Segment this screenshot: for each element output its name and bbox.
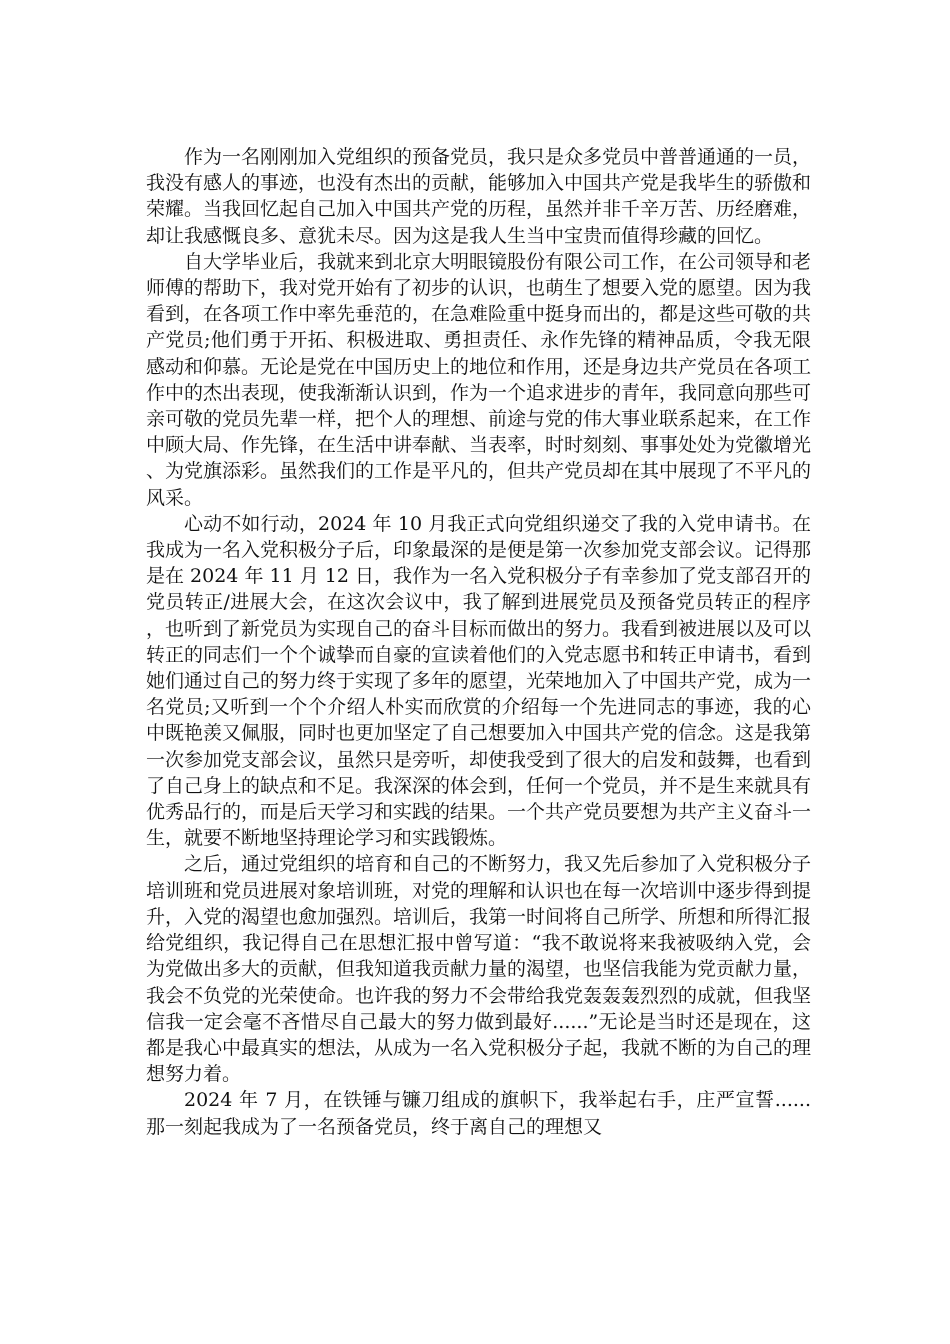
paragraph-after-graduation: 自大学毕业后，我就来到北京大明眼镜股份有限公司工作，在公司领导和老师傅的帮助下，我对党开始有了初步的认识，也萌生了想要入党的愿望。因为我看到，在各项工作中率先垂范的，在急难险重中挺身而出的，都是这些可敬的共产党员;他们勇于开拓、积极进取、勇担责任、永作先锋的精神品质，令我无限感动和仰慕。无论是党在中国历史上的地位和作用，还是身边共产党员在各项工作中的杰出表现，使我渐渐认识到，作为一个追求进步的青年，我同意向那些可亲可敬的党员先辈一样，把个人的理想、前途与党的伟大事业联系起来，在工作中顾大局、作先锋，在生活中讲奉献、当表率，时时刻刻、事事处处为党徽增光、为党旗添彩。虽然我们的工作是平凡的，但共产党员却在其中展现了不平凡的风采。 xyxy=(146,250,812,509)
document-body xyxy=(146,144,811,1140)
paragraph-intro: 作为一名刚刚加入党组织的预备党员，我只是众多党员中普普通通的一员，我没有感人的事迹，也没有杰出的贡献，能够加入中国共产党是我毕生的骄傲和荣耀。当我回忆起自己加入中国共产党的历程，虽然并非千辛万苦、历经磨难，却让我感慨良多、意犹未尽。因为这是我人生当中宝贵而值得珍藏的回忆。 xyxy=(146,146,812,247)
paragraph-application: 心动不如行动，2024 年 10 月我正式向党组织递交了我的入党申请书。在我成为一名入党积极分子后，印象最深的是便是第一次参加党支部会议。记得那是在 2024 年 11 月 12 日，我作为一名入党积极分子有幸参加了党支部召开的党员转正/进展大会，在这次会议中，我了解到进展党员及预备党员转正的程序，也听到了新党员为实现自己的奋斗目标而做出的努力。我看到被进展以及可以转正的同志们一个个诚挚而自豪的宣读着他们的入党志愿书和转正申请书，看到她们通过自己的努力终于实现了多年的愿望，光荣地加入了中国共产党，成为一名党员;又听到一个个介绍人朴实而欣赏的介绍每一个先进同志的事迹，我的心中既艳羡又佩服，同时也更加坚定了自己想要加入中国共产党的信念。这是我第一次参加党支部会议，虽然只是旁听，却使我受到了很大的启发和鼓舞，也看到了自己身上的缺点和不足。我深深的体会到，任何一个党员，并不是生来就具有优秀品行的，而是后天学习和实践的结果。一个共产党员要想为共产主义奋斗一生，就要不断地坚持理论学习和实践锻炼。 xyxy=(146,512,812,850)
paragraph-training: 之后，通过党组织的培育和自己的不断努力，我又先后参加了入党积极分子培训班和党员进展对象培训班，对党的理解和认识也在每一次培训中逐步得到提升，入党的渴望也愈加强烈。培训后，我第一时间将自己所学、所想和所得汇报给党组织，我记得自己在思想汇报中曾写道：“我不敢说将来我被吸纳入党，会为党做出多大的贡献，但我知道我贡献力量的渴望，也坚信我能为党贡献力量，我会不负党的光荣使命。也许我的努力不会带给我党轰轰轰烈烈的成就，但我坚信我一定会毫不吝惜尽自己最大的努力做到最好......”无论是当时还是现在，这都是我心中最真实的想法，从成为一名入党积极分子起，我就不断的为自己的理想努力着。 xyxy=(146,853,812,1086)
paragraph-oath: 2024 年 7 月，在铁锤与镰刀组成的旗帜下，我举起右手，庄严宣誓......那一刻起我成为了一名预备党员，终于离自己的理想又 xyxy=(146,1089,811,1138)
